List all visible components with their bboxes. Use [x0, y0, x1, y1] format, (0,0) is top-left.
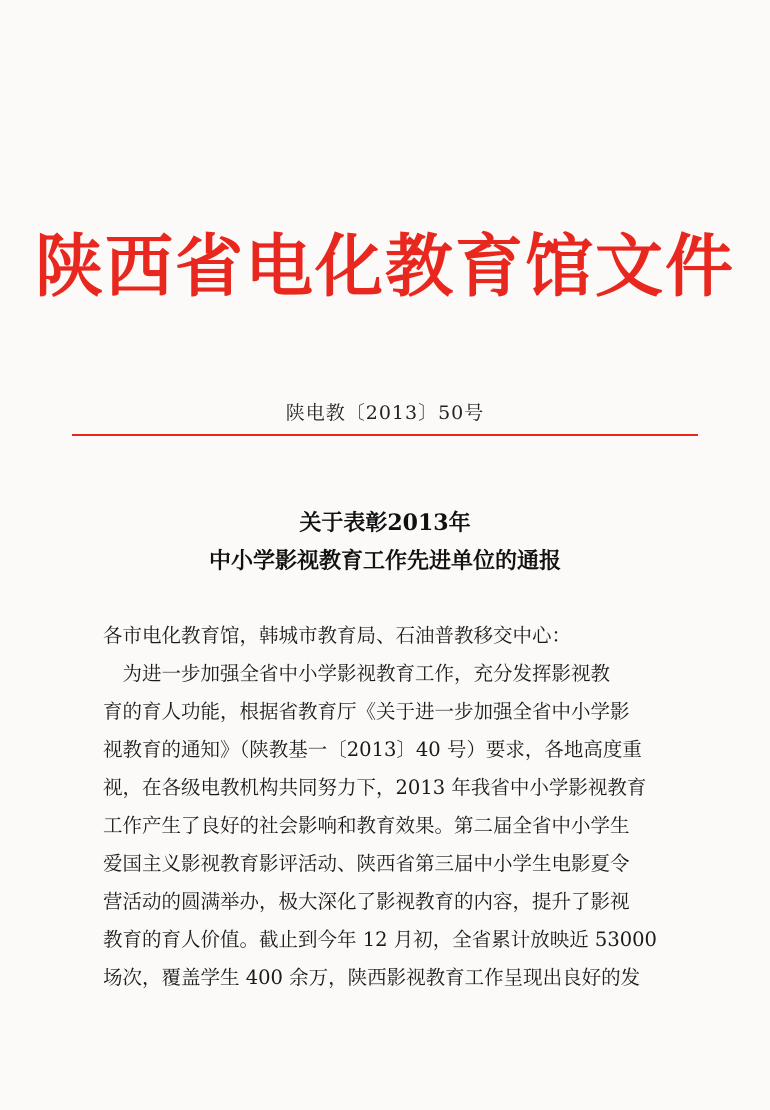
- body-paragraph-line: 视教育的通知》（陕教基一〔2013〕40 号）要求，各地高度重: [103, 738, 642, 761]
- org-header-title: 陕西省电化教育馆文件: [34, 227, 735, 307]
- body-paragraph-line: 教育的育人价值。截止到今年 12 月初，全省累计放映近 53000: [103, 928, 657, 951]
- body-paragraph-line: 场次，覆盖学生 400 余万，陕西影视教育工作呈现出良好的发: [103, 966, 641, 989]
- notice-title-line-2: 中小学影视教育工作先进单位的通报: [208, 548, 561, 574]
- body-paragraph-line: 爱国主义影视教育影评活动、陕西省第三届中小学生电影夏令: [103, 852, 630, 875]
- body-paragraph-line: 营活动的圆满举办，极大深化了影视教育的内容，提升了影视: [103, 890, 630, 913]
- document-number: 陕电教〔2013〕50号: [285, 402, 485, 424]
- salutation: 各市电化教育馆，韩城市教育局、石油普教移交中心：: [103, 624, 572, 647]
- body-paragraph-line: 视，在各级电教机构共同努力下，2013 年我省中小学影视教育: [103, 776, 647, 799]
- body-paragraph-line: 育的育人功能，根据省教育厅《关于进一步加强全省中小学影: [103, 700, 630, 723]
- red-divider-line: [72, 434, 698, 436]
- body-paragraph-line: 为进一步加强全省中小学影视教育工作，充分发挥影视教: [103, 662, 611, 685]
- body-paragraph-line: 工作产生了良好的社会影响和教育效果。第二届全省中小学生: [103, 814, 630, 837]
- notice-title-line-1: 关于表彰2013年: [299, 510, 471, 536]
